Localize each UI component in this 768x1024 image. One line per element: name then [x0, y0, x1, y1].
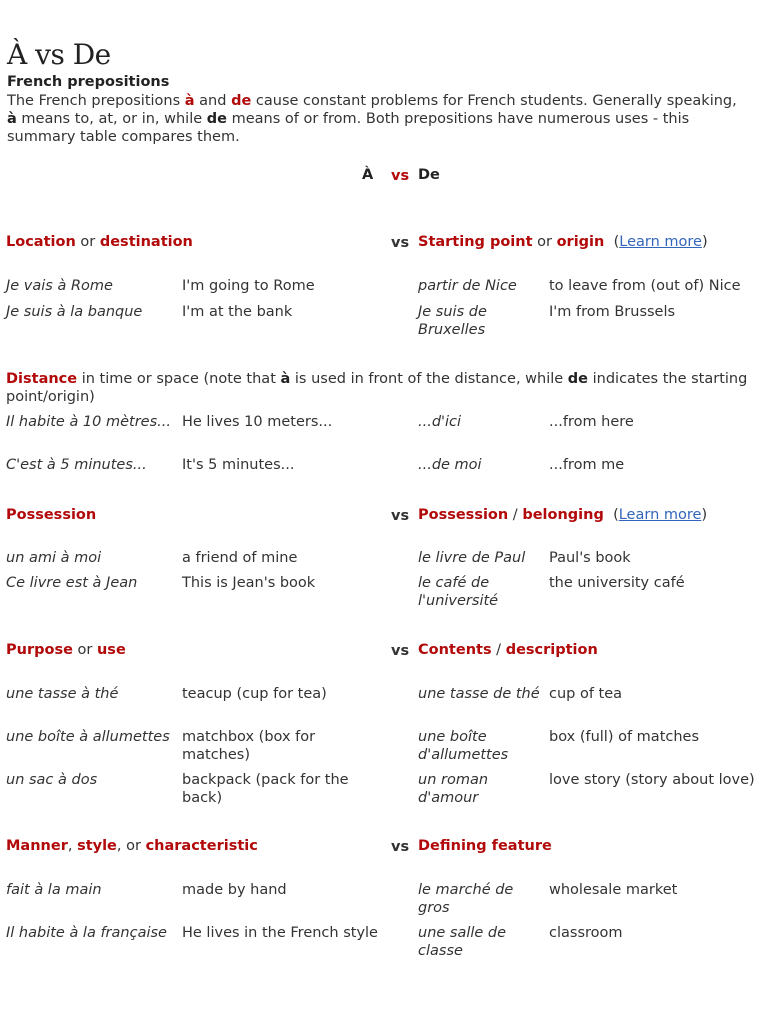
section-origin-heading — [418, 234, 708, 250]
heading-de: de — [567, 371, 589, 387]
intro-text: The French prepositions — [7, 93, 185, 109]
example-fr: Je vais à Rome — [6, 278, 113, 294]
example-en: Paul's book — [549, 550, 631, 566]
example-en: made by hand — [182, 882, 287, 898]
heading-term: style — [77, 838, 117, 854]
heading-term: Manner — [6, 838, 68, 854]
section-distance-heading — [6, 370, 751, 406]
example-en: ...from me — [549, 457, 625, 473]
heading-join: / — [508, 507, 523, 523]
example-fr: C'est à 5 minutes... — [6, 457, 147, 473]
example-en: to leave from (out of) Nice — [549, 278, 741, 294]
example-fr: le marché de gros — [418, 882, 514, 916]
example-en: ...from here — [549, 414, 634, 430]
heading-term: description — [505, 642, 598, 658]
example-fr: le café de l'université — [418, 575, 499, 609]
intro-de-bold: de — [206, 111, 227, 127]
intro-text: means of or from. Both prepositions have numerous uses - this summary table compares them. — [7, 111, 690, 145]
heading-term: destination — [99, 234, 193, 250]
learn-more-link[interactable]: Learn more — [618, 507, 702, 523]
heading-a: à — [280, 371, 291, 387]
example-en: teacup (cup for tea) — [182, 686, 327, 702]
paren: ( — [613, 507, 619, 523]
example-fr: ...de moi — [418, 457, 482, 473]
example-en: box (full) of matches — [549, 729, 700, 745]
table-header-vs: vs — [391, 168, 410, 184]
example-fr: un roman d'amour — [418, 772, 489, 806]
heading-term: use — [96, 642, 126, 658]
heading-text: in time or space (note that — [77, 371, 281, 387]
heading-term: Defining feature — [418, 838, 552, 854]
heading-term: Contents — [418, 642, 492, 658]
example-fr: Il habite à la française — [6, 925, 167, 941]
example-fr: fait à la main — [6, 882, 102, 898]
paren: ( — [613, 234, 620, 250]
section-purpose-heading — [6, 642, 126, 658]
heading-term: characteristic — [145, 838, 258, 854]
intro-paragraph — [7, 92, 747, 146]
heading-join: , or — [116, 838, 146, 854]
heading-term: Possession — [6, 507, 97, 523]
example-en: cup of tea — [549, 686, 623, 702]
example-en: the university café — [549, 575, 685, 591]
example-fr: Je suis de Bruxelles — [418, 304, 487, 338]
example-en: He lives in the French style — [182, 925, 378, 941]
table-header-a: À — [362, 167, 374, 183]
example-en: This is Jean's book — [182, 575, 316, 591]
heading-text: is used in front of the distance, while — [290, 371, 568, 387]
heading-term: belonging — [522, 507, 604, 523]
example-en: classroom — [549, 925, 623, 941]
section-possession-heading — [6, 507, 96, 523]
example-fr: partir de Nice — [418, 278, 517, 294]
example-en: backpack (pack for the back) — [182, 772, 349, 806]
example-fr: Il habite à 10 mètres... — [6, 414, 171, 430]
example-fr: Je suis à la banque — [6, 304, 143, 320]
example-en: love story (story about love) — [549, 772, 755, 788]
example-en: wholesale market — [549, 882, 678, 898]
example-en: matchbox (box for matches) — [182, 729, 316, 763]
heading-text: indicates the starting point/origin) — [6, 371, 748, 405]
heading-join: or — [75, 234, 100, 250]
intro-a-bold: à — [7, 111, 17, 127]
paren: ) — [701, 507, 708, 523]
heading-term: Distance — [6, 371, 78, 387]
example-fr: une boîte à allumettes — [6, 729, 170, 745]
section-vs: vs — [391, 839, 410, 855]
heading-join: or — [532, 234, 557, 250]
intro-text: means to, at, or in, while — [16, 111, 207, 127]
table-header-de: De — [418, 167, 440, 183]
section-vs: vs — [391, 235, 410, 251]
example-en: I'm from Brussels — [549, 304, 676, 320]
example-en: I'm at the bank — [182, 304, 293, 320]
section-belonging-heading — [418, 507, 707, 523]
example-fr: ...d'ici — [418, 414, 462, 430]
example-en: It's 5 minutes... — [182, 457, 295, 473]
example-en: He lives 10 meters... — [182, 414, 333, 430]
heading-term: Possession — [418, 507, 509, 523]
section-location-heading — [6, 234, 193, 250]
example-fr: une tasse de thé — [418, 686, 540, 702]
section-vs: vs — [391, 508, 410, 524]
example-en: a friend of mine — [182, 550, 298, 566]
page-subtitle: French prepositions — [7, 74, 170, 90]
example-fr: un ami à moi — [6, 550, 102, 566]
intro-de: de — [231, 93, 252, 109]
example-en: I'm going to Rome — [182, 278, 315, 294]
heading-join: or — [72, 642, 97, 658]
section-feature-heading — [418, 838, 552, 854]
heading-term: origin — [556, 234, 605, 250]
heading-term: Starting point — [418, 234, 533, 250]
intro-a: à — [184, 93, 195, 109]
section-manner-heading — [6, 838, 258, 854]
example-fr: une tasse à thé — [6, 686, 119, 702]
intro-text: cause constant problems for French students. Generally speaking, — [251, 93, 737, 109]
heading-term: Location — [6, 234, 76, 250]
heading-join: , — [67, 838, 78, 854]
example-fr: une salle de classe — [418, 925, 507, 959]
example-fr: un sac à dos — [6, 772, 98, 788]
learn-more-link[interactable]: Learn more — [619, 234, 702, 250]
page-title: À vs De — [7, 38, 111, 71]
section-contents-heading — [418, 642, 598, 658]
heading-term: Purpose — [6, 642, 73, 658]
example-fr: une boîte d'allumettes — [418, 729, 509, 763]
example-fr: Ce livre est à Jean — [6, 575, 138, 591]
intro-text: and — [194, 93, 232, 109]
section-vs: vs — [391, 643, 410, 659]
example-fr: le livre de Paul — [418, 550, 526, 566]
heading-join: / — [491, 642, 506, 658]
paren: ) — [701, 234, 708, 250]
